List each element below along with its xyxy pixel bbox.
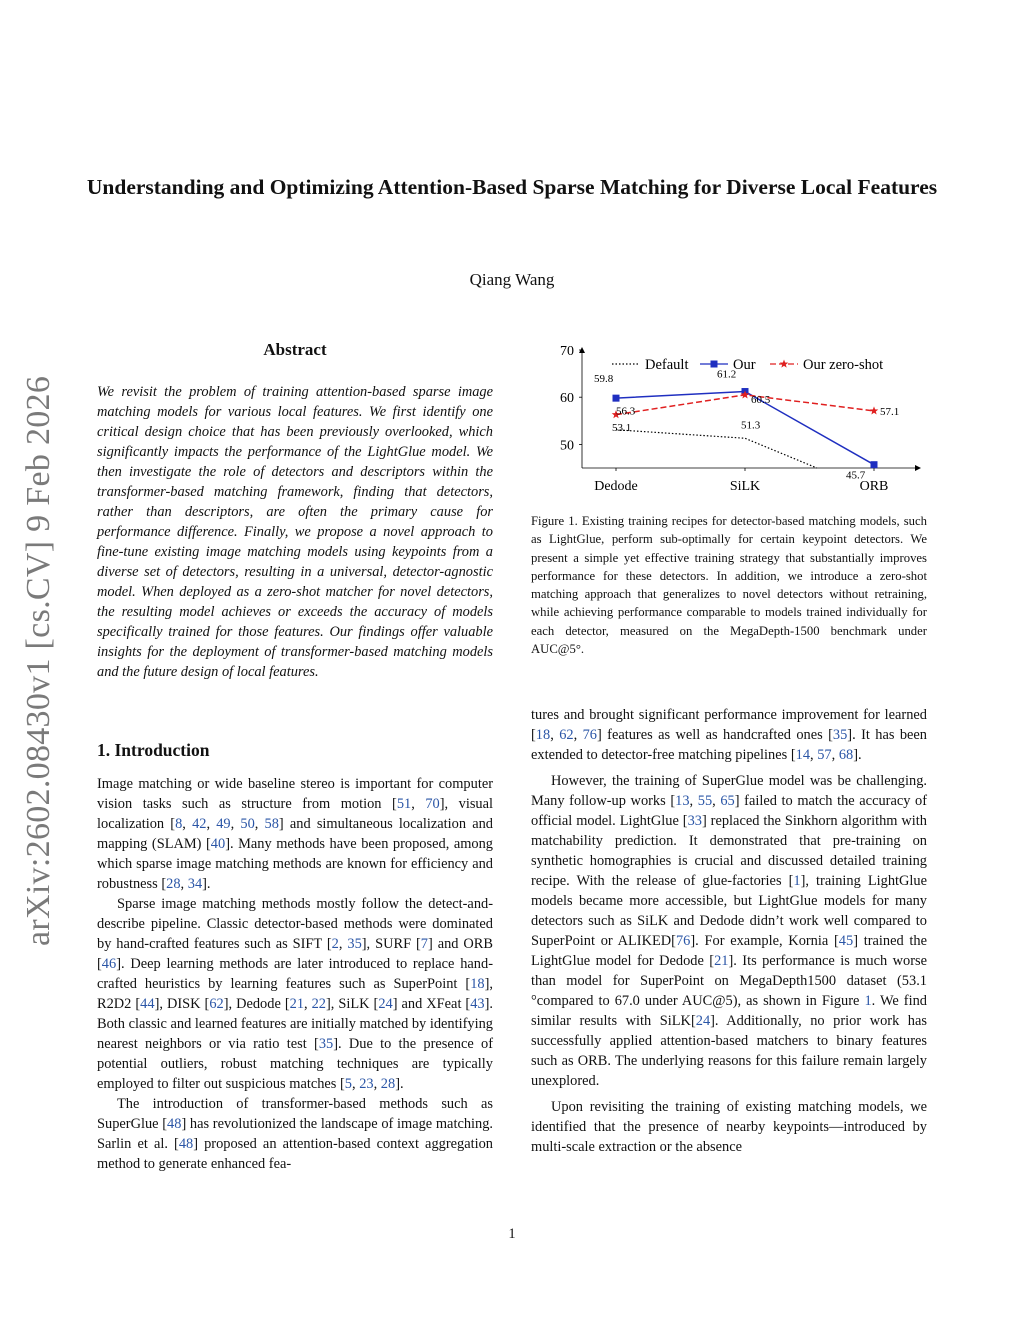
chart-legend xyxy=(612,357,883,373)
data-label: 61.2 xyxy=(717,368,737,381)
citation-link[interactable]: 5 xyxy=(344,1076,352,1092)
citation-link[interactable]: 76 xyxy=(675,933,691,949)
performance-line-chart xyxy=(540,338,930,498)
figure-caption: Figure 1. Existing training recipes for detector-based matching models, such as LightGlue, perform sub-optimally for certain keypoint detectors. We present a simple yet effective training strategy that substantially improves performance for these detectors. In addition, we introduce a zero-shot matching approach that generalizes to novel detectors without retraining, while achieving performance comparable to models trained individually for each detector, measured on the MegaDepth-1500 benchmark under AUC@5°. xyxy=(531,514,927,657)
citation-link[interactable]: 28 xyxy=(380,1076,396,1092)
paragraph-text: ] trained the LightGlue model for Dedode [ xyxy=(531,933,927,969)
citation-link[interactable]: 48 xyxy=(167,1116,182,1132)
citation-link[interactable]: 46 xyxy=(101,956,117,972)
citation-link[interactable]: 40 xyxy=(210,836,226,852)
citation-link[interactable]: 1 xyxy=(864,993,872,1009)
data-label: 53.1 xyxy=(612,421,632,434)
paragraph-text: , xyxy=(338,936,348,952)
page-number: 1 xyxy=(508,1226,516,1242)
citation-link[interactable]: 35 xyxy=(832,727,848,743)
series-line-default xyxy=(616,430,817,468)
arxiv-identifier: arXiv:2602.08430v1 [cs.CV] 9 Feb 2026 xyxy=(20,375,57,946)
paragraph-text: ]. Due to the presence of potential outliers, robust matching techniques are typically employed to filter out suspicious matches [ xyxy=(97,1036,493,1092)
citation-link[interactable]: 55 xyxy=(697,793,713,809)
paragraph-text: ] features as well as handcrafted ones [ xyxy=(596,727,833,743)
paragraph-text: ] proposed an attention-based context aggregation method to generate enhanced fea- xyxy=(97,1136,493,1172)
data-label: 59.8 xyxy=(594,373,614,386)
paragraph-text: ] failed to match the accuracy of official model. LightGlue [ xyxy=(531,793,928,829)
legend-label: Our zero-shot xyxy=(803,357,884,373)
paragraph-text: Upon revisiting the training of existing matching models, we identified that the presence of nearby keypoints—introduced by multi-scale extraction or the absence xyxy=(531,1099,927,1155)
paragraph-text: Image matching or wide baseline stereo is important for computer vision tasks such as structure from motion [ xyxy=(97,776,493,812)
y-tick-label: 50 xyxy=(560,438,574,454)
paragraph-text: , xyxy=(411,796,426,812)
paragraph-text: ], Dedode [ xyxy=(223,996,290,1012)
paragraph-text: However, the training of SuperGlue model was be challenging. Many follow-up works [ xyxy=(531,773,927,809)
paragraph-text: ]. Additionally, no prior work has successfully applied attention-based matchers to binary features such as ORB. The underlying reasons for this failure remain largely unexplored. xyxy=(531,1013,927,1089)
x-axis-arrow xyxy=(915,465,921,471)
citation-link[interactable]: 62 xyxy=(559,727,574,743)
citation-link[interactable]: 18 xyxy=(470,976,485,992)
paragraph-text: ], R2D2 [ xyxy=(97,976,493,1012)
paper-title: Understanding and Optimizing Attention-Based Sparse Matching for Diverse Local Features xyxy=(86,175,938,199)
citation-link[interactable]: 70 xyxy=(425,796,440,812)
citation-link[interactable]: 51 xyxy=(396,796,412,812)
chart-series-group xyxy=(594,369,899,482)
citation-link[interactable]: 24 xyxy=(695,1013,711,1029)
citation-link[interactable]: 21 xyxy=(289,996,305,1012)
paragraph-text: , xyxy=(230,816,241,832)
citation-link[interactable]: 50 xyxy=(240,816,255,832)
abstract-body: We revisit the problem of training attention-based sparse image matching models for various local features. We first identify one critical design choice that has been previously overlooked, which significantly impacts the performance of the LightGlue model. We then investigate the role of detectors and descriptors within the transformer-based matching framework, finding that detectors, rather than descriptors, are often the primary cause for performance difference. Finally, we propose a novel approach to fine-tune existing image matching models using keypoints from a diverse set of detectors, resulting in a universal, detector-agnostic model. When deployed as a zero-shot matcher for novel detectors, the resulting model achieves or exceeds the accuracy of models specifically trained for those features. Our findings offer valuable insights for the deployment of transformer-based matching models and the future design of local features. xyxy=(97,384,493,680)
author-name: Qiang Wang xyxy=(469,270,555,289)
intro-paragraph xyxy=(531,771,927,1091)
paragraph-text: ]. xyxy=(395,1076,404,1092)
paragraph-text: ]. For example, Kornia [ xyxy=(690,933,839,949)
paragraph-text: ] and simultaneous localization and mapping (SLAM) [ xyxy=(97,816,493,852)
x-tick-label: Dedode xyxy=(594,479,638,494)
citation-link[interactable]: 48 xyxy=(178,1136,194,1152)
series-line-our-zero-shot xyxy=(616,395,874,415)
abstract-heading: Abstract xyxy=(263,340,327,359)
citation-link[interactable]: 13 xyxy=(675,793,690,809)
citation-link[interactable]: 57 xyxy=(817,747,832,763)
citation-link[interactable]: 7 xyxy=(420,936,428,952)
paragraph-text: tures and brought significant performance improvement for learned [ xyxy=(531,707,927,743)
citation-link[interactable]: 42 xyxy=(192,816,207,832)
legend-marker-star xyxy=(780,360,789,368)
paragraph-text: ]. xyxy=(202,876,211,892)
paragraph-text: . We find similar results with SiLK[ xyxy=(531,993,927,1029)
intro-paragraph xyxy=(531,1097,927,1157)
paragraph-text: The introduction of transformer-based methods such as SuperGlue [ xyxy=(97,1096,493,1132)
citation-link[interactable]: 23 xyxy=(359,1076,374,1092)
data-label: 51.3 xyxy=(741,419,761,432)
paragraph-text: , xyxy=(831,747,839,763)
citation-link[interactable]: 58 xyxy=(264,816,279,832)
citation-link[interactable]: 8 xyxy=(175,816,183,832)
introduction-heading: 1. Introduction xyxy=(97,740,210,760)
paragraph-text: , xyxy=(373,1076,381,1092)
paragraph-text: , xyxy=(180,876,188,892)
paragraph-text: , xyxy=(550,727,560,743)
citation-link[interactable]: 45 xyxy=(838,933,854,949)
citation-link[interactable]: 14 xyxy=(795,747,811,763)
intro-paragraph xyxy=(97,774,493,894)
paragraph-text: ], DISK [ xyxy=(154,996,210,1012)
paragraph-text: Sparse image matching methods mostly follow the detect-and-describe pipeline. Classic detector-based methods were dominated by hand-crafted features such as SIFT [ xyxy=(97,896,493,952)
citation-link[interactable]: 44 xyxy=(140,996,155,1012)
paragraph-text: , xyxy=(304,996,312,1012)
data-point-star xyxy=(870,406,879,414)
paragraph-text: , xyxy=(254,816,265,832)
intro-paragraph xyxy=(531,705,927,765)
intro-left-column xyxy=(97,774,493,1174)
citation-link[interactable]: 76 xyxy=(582,727,597,743)
citation-link[interactable]: 24 xyxy=(378,996,393,1012)
paragraph-text: , xyxy=(712,793,721,809)
citation-link[interactable]: 35 xyxy=(318,1036,334,1052)
paragraph-text: , xyxy=(810,747,818,763)
citation-link[interactable]: 68 xyxy=(838,747,854,763)
paragraph-text: ]. xyxy=(853,747,862,763)
citation-link[interactable]: 34 xyxy=(187,876,203,892)
citation-link[interactable]: 2 xyxy=(331,936,339,952)
paragraph-text: ]. Deep learning methods are later introduced to replace hand-crafted heuristics by learning features such as SuperPoint [ xyxy=(97,956,493,992)
paragraph-text: , xyxy=(182,816,193,832)
paragraph-text: ]. Both classic and learned features are initially matched by identifying nearest neighbors or via ratio test [ xyxy=(97,996,494,1052)
x-tick-label: ORB xyxy=(859,479,889,494)
citation-link[interactable]: 43 xyxy=(470,996,485,1012)
paragraph-text: ], training LightGlue models became more accessible, but LightGlue models for many detectors such as SiLK and Dedode didn’t work well compared to SuperPoint or ALIKED[ xyxy=(531,873,927,949)
paragraph-text: ] and XFeat [ xyxy=(392,996,471,1012)
paragraph-text: ], SiLK [ xyxy=(326,996,379,1012)
paragraph-text: ]. Many methods have been proposed, among which sparse image matching methods are known for efficiency and robustness [ xyxy=(97,836,493,892)
paragraph-text: ], SURF [ xyxy=(361,936,421,952)
paragraph-text: ], visual localization [ xyxy=(97,796,493,832)
intro-paragraph xyxy=(97,1094,493,1174)
data-label: 60.5 xyxy=(751,393,771,406)
paragraph-text: ] has revolutionized the landscape of image matching. Sarlin et al. [ xyxy=(97,1116,494,1152)
citation-link[interactable]: 65 xyxy=(720,793,735,809)
paragraph-text: , xyxy=(206,816,217,832)
citation-link[interactable]: 62 xyxy=(209,996,224,1012)
legend-marker-square xyxy=(711,361,718,368)
paragraph-text: , xyxy=(689,793,698,809)
citation-link[interactable]: 35 xyxy=(347,936,362,952)
paragraph-text: ] replaced the Sinkhorn algorithm with matchability prediction. It demonstrated that pre-training on synthetic homographies is crucial and discussed detailed training recipe. With the release of glue-factories [ xyxy=(531,813,927,889)
citation-link[interactable]: 33 xyxy=(687,813,702,829)
legend-label: Our xyxy=(733,357,756,373)
citation-link[interactable]: 28 xyxy=(166,876,181,892)
paragraph-text: ]. It has been extended to detector-free matching pipelines [ xyxy=(531,727,927,763)
data-label: 56.3 xyxy=(616,405,636,418)
data-point-square xyxy=(613,395,620,402)
paragraph-text: , xyxy=(352,1076,360,1092)
citation-link[interactable]: 22 xyxy=(311,996,326,1012)
data-point-square xyxy=(871,461,878,468)
citation-link[interactable]: 49 xyxy=(216,816,231,832)
data-label: 45.7 xyxy=(846,469,866,482)
paragraph-text: ]. Its performance is much worse than model for SuperPoint on MegaDepth1500 dataset (53.1 °compared to 67.0 under AUC@5), as shown in Figure xyxy=(531,953,927,1009)
legend-label: Default xyxy=(645,357,689,373)
paragraph-text: , xyxy=(573,727,583,743)
citation-link[interactable]: 18 xyxy=(535,727,551,743)
data-label: 57.1 xyxy=(880,405,900,418)
citation-link[interactable]: 21 xyxy=(714,953,729,969)
y-tick-label: 60 xyxy=(560,391,574,407)
x-tick-label: SiLK xyxy=(729,479,761,494)
intro-paragraph xyxy=(97,894,493,1094)
paragraph-text: ] and ORB [ xyxy=(97,936,493,972)
y-tick-label: 70 xyxy=(560,344,574,359)
intro-right-column xyxy=(531,705,927,1157)
citation-link[interactable]: 1 xyxy=(793,873,801,889)
